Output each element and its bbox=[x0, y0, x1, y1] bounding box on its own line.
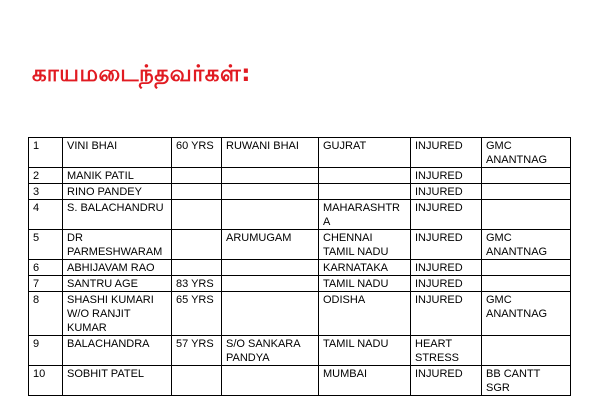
status-cell: INJURED bbox=[411, 366, 482, 396]
serial-number-cell: 9 bbox=[29, 336, 63, 366]
name-cell: ABHIJAVAM RAO bbox=[63, 260, 172, 276]
relation-cell: S/O SANKARA PANDYA bbox=[222, 336, 319, 366]
name-cell: S. BALACHANDRU bbox=[63, 200, 172, 230]
age-cell bbox=[172, 366, 222, 396]
age-cell bbox=[172, 260, 222, 276]
age-cell bbox=[172, 230, 222, 260]
name-cell: SOBHIT PATEL bbox=[63, 366, 172, 396]
name-cell: VINI BHAI bbox=[63, 138, 172, 168]
age-cell bbox=[172, 168, 222, 184]
relation-cell bbox=[222, 168, 319, 184]
place-cell bbox=[319, 184, 411, 200]
relation-cell bbox=[222, 276, 319, 292]
age-cell bbox=[172, 200, 222, 230]
table-row bbox=[29, 260, 571, 276]
status-cell: INJURED bbox=[411, 230, 482, 260]
age-cell: 65 YRS bbox=[172, 292, 222, 336]
hospital-cell bbox=[482, 276, 571, 292]
status-cell: INJURED bbox=[411, 168, 482, 184]
hospital-cell: GMC ANANTNAG bbox=[482, 230, 571, 260]
status-cell: HEART STRESS bbox=[411, 336, 482, 366]
name-cell: SANTRU AGE bbox=[63, 276, 172, 292]
name-cell: MANIK PATIL bbox=[63, 168, 172, 184]
serial-number-cell: 2 bbox=[29, 168, 63, 184]
table-row bbox=[29, 276, 571, 292]
age-cell: 60 YRS bbox=[172, 138, 222, 168]
place-cell: TAMIL NADU bbox=[319, 276, 411, 292]
hospital-cell bbox=[482, 260, 571, 276]
relation-cell bbox=[222, 184, 319, 200]
serial-number-cell: 6 bbox=[29, 260, 63, 276]
status-cell: INJURED bbox=[411, 184, 482, 200]
status-cell: INJURED bbox=[411, 138, 482, 168]
hospital-cell bbox=[482, 184, 571, 200]
name-cell: SHASHI KUMARI W/O RANJIT KUMAR bbox=[63, 292, 172, 336]
serial-number-cell: 4 bbox=[29, 200, 63, 230]
injured-list-table bbox=[28, 137, 571, 396]
serial-number-cell: 1 bbox=[29, 138, 63, 168]
serial-number-cell: 7 bbox=[29, 276, 63, 292]
table-row bbox=[29, 336, 571, 366]
place-cell: MAHARASHTRA bbox=[319, 200, 411, 230]
hospital-cell: BB CANTT SGR bbox=[482, 366, 571, 396]
page-heading: காயமடைந்தவர்கள்: bbox=[32, 61, 251, 87]
table-row bbox=[29, 168, 571, 184]
place-cell: GUJRAT bbox=[319, 138, 411, 168]
place-cell: TAMIL NADU bbox=[319, 336, 411, 366]
hospital-cell: GMC ANANTNAG bbox=[482, 138, 571, 168]
relation-cell: RUWANI BHAI bbox=[222, 138, 319, 168]
status-cell: INJURED bbox=[411, 292, 482, 336]
status-cell: INJURED bbox=[411, 200, 482, 230]
name-cell: RINO PANDEY bbox=[63, 184, 172, 200]
hospital-cell bbox=[482, 168, 571, 184]
hospital-cell bbox=[482, 200, 571, 230]
age-cell: 57 YRS bbox=[172, 336, 222, 366]
serial-number-cell: 8 bbox=[29, 292, 63, 336]
place-cell: MUMBAI bbox=[319, 366, 411, 396]
age-cell bbox=[172, 184, 222, 200]
hospital-cell bbox=[482, 336, 571, 366]
table-row bbox=[29, 366, 571, 396]
name-cell: BALACHANDRA bbox=[63, 336, 172, 366]
place-cell: CHENNAI TAMIL NADU bbox=[319, 230, 411, 260]
status-cell: INJURED bbox=[411, 260, 482, 276]
place-cell bbox=[319, 168, 411, 184]
table-row bbox=[29, 184, 571, 200]
table-row bbox=[29, 200, 571, 230]
table-row bbox=[29, 292, 571, 336]
relation-cell: ARUMUGAM bbox=[222, 230, 319, 260]
hospital-cell: GMC ANANTNAG bbox=[482, 292, 571, 336]
relation-cell bbox=[222, 292, 319, 336]
serial-number-cell: 5 bbox=[29, 230, 63, 260]
relation-cell bbox=[222, 200, 319, 230]
place-cell: KARNATAKA bbox=[319, 260, 411, 276]
status-cell: INJURED bbox=[411, 276, 482, 292]
place-cell: ODISHA bbox=[319, 292, 411, 336]
serial-number-cell: 3 bbox=[29, 184, 63, 200]
serial-number-cell: 10 bbox=[29, 366, 63, 396]
age-cell: 83 YRS bbox=[172, 276, 222, 292]
name-cell: DR PARMESHWARAM bbox=[63, 230, 172, 260]
table-row bbox=[29, 138, 571, 168]
table-row bbox=[29, 230, 571, 260]
relation-cell bbox=[222, 366, 319, 396]
relation-cell bbox=[222, 260, 319, 276]
